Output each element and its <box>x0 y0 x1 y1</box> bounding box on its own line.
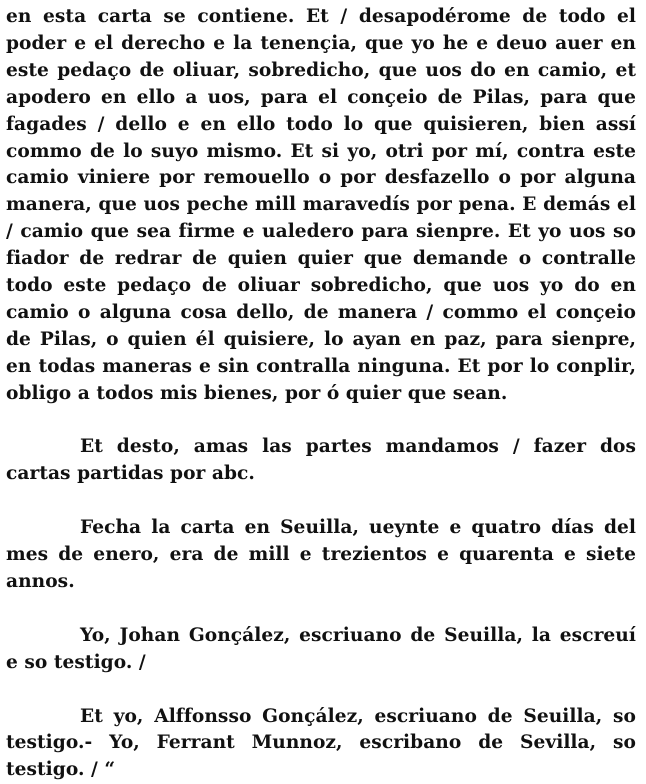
paragraph-date: Fecha la carta en Seuilla, ueynte e quatro días del mes de enero, era de mill e trezientos e quarenta e siete annos. <box>6 515 636 596</box>
document-page <box>6 4 636 784</box>
paragraph-witnesses: Et yo, Alffonsso Gonçález, escriuano de Seuilla, so testigo.- Yo, Ferrant Munnoz, escribano de Sevilla, so testigo. / “ <box>6 704 636 784</box>
paragraph-exchange-terms: en esta carta se contiene. Et / desapodérome de todo el poder e el derecho e la tenençia, que yo he e deuo auer en este pedaço de oliuar, sobredicho, que uos do en camio, et apodero en ello a uos, para el conçeio de Pilas, para que fagades / dello e en ello todo lo que quisieren, bien assí commo de lo suyo mismo. Et si yo, otri por mí, contra este camio viniere por remouello o por desfazello o por alguna manera, que uos peche mill maravedís por pena. E demás el / camio que sea firme e ualedero para sienpre. Et yo uos so fiador de redrar de quien quier que demande o contralle todo este pedaço de oliuar sobredicho, que uos yo do en camio o alguna cosa dello, de manera / commo el conçeio de Pilas, o quien él quisiere, lo ayan en paz, para sienpre, en todas maneras e sin contralla ninguna. Et por lo conplir, obligo a todos mis bienes, por ó quier que sean. <box>6 4 636 408</box>
paragraph-divided-charters: Et desto, amas las partes mandamos / fazer dos cartas partidas por abc. <box>6 434 636 488</box>
paragraph-scribe-signature: Yo, Johan Gonçález, escriuano de Seuilla, la escreuí e so testigo. / <box>6 623 636 677</box>
